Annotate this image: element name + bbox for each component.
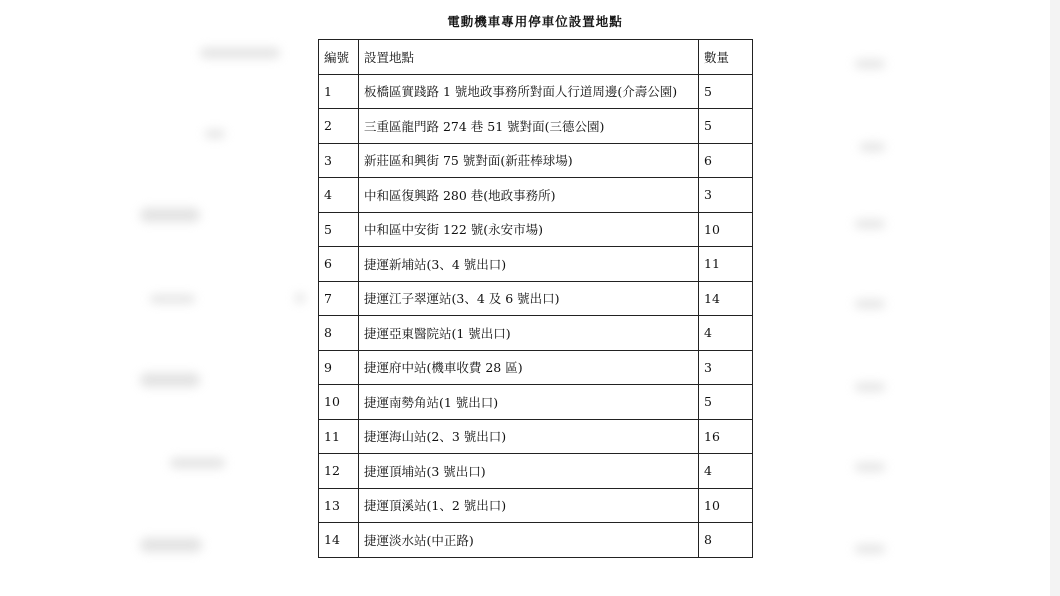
cell-number: 14 [319, 523, 359, 558]
cell-number: 8 [319, 316, 359, 351]
cell-number: 12 [319, 454, 359, 489]
cell-location: 中和區復興路 280 巷(地政事務所) [359, 178, 699, 213]
blurred-background-text [200, 48, 280, 58]
cell-location: 捷運府中站(機車收費 28 區) [359, 350, 699, 385]
blurred-background-text [855, 463, 885, 471]
cell-quantity: 16 [699, 419, 753, 454]
blurred-background-text [855, 60, 885, 68]
cell-location: 捷運淡水站(中正路) [359, 523, 699, 558]
right-edge-strip [1050, 0, 1060, 596]
cell-quantity: 3 [699, 178, 753, 213]
table-row [319, 385, 753, 420]
column-header-quantity: 數量 [699, 40, 753, 75]
cell-quantity: 5 [699, 74, 753, 109]
cell-number: 5 [319, 212, 359, 247]
cell-location: 捷運頂埔站(3 號出口) [359, 454, 699, 489]
cell-number: 1 [319, 74, 359, 109]
cell-location: 捷運南勢角站(1 號出口) [359, 385, 699, 420]
cell-quantity: 6 [699, 143, 753, 178]
table-row [319, 350, 753, 385]
cell-number: 9 [319, 350, 359, 385]
cell-number: 6 [319, 247, 359, 282]
cell-location: 中和區中安街 122 號(永安市場) [359, 212, 699, 247]
cell-number: 7 [319, 281, 359, 316]
table-row [319, 488, 753, 523]
cell-location: 新莊區和興街 75 號對面(新莊棒球場) [359, 143, 699, 178]
cell-quantity: 3 [699, 350, 753, 385]
cell-quantity: 11 [699, 247, 753, 282]
document-title: 電動機車專用停車位設置地點 [447, 14, 623, 29]
table-row [319, 523, 753, 558]
blurred-background-text [205, 130, 225, 138]
blurred-background-text [855, 383, 885, 391]
table-row [319, 74, 753, 109]
blurred-background-text [855, 300, 885, 308]
cell-location: 捷運江子翠運站(3、4 及 6 號出口) [359, 281, 699, 316]
cell-quantity: 5 [699, 385, 753, 420]
blurred-background-text [855, 220, 885, 228]
table-row [319, 143, 753, 178]
table-row [319, 212, 753, 247]
blurred-background-text [140, 538, 202, 552]
blurred-background-text [150, 295, 195, 303]
cell-quantity: 4 [699, 454, 753, 489]
blurred-background-text [170, 458, 225, 468]
cell-location: 板橋區實踐路 1 號地政事務所對面人行道周邊(介壽公園) [359, 74, 699, 109]
blurred-background-text [860, 143, 885, 151]
table-header-row [319, 40, 753, 75]
table-row [319, 419, 753, 454]
table-row [319, 316, 753, 351]
table-row [319, 109, 753, 144]
table-row [319, 454, 753, 489]
cell-location: 捷運海山站(2、3 號出口) [359, 419, 699, 454]
blurred-background-text [140, 208, 200, 222]
cell-quantity: 5 [699, 109, 753, 144]
cell-number: 11 [319, 419, 359, 454]
column-header-location: 設置地點 [359, 40, 699, 75]
blurred-background-text [140, 373, 200, 387]
cell-number: 3 [319, 143, 359, 178]
cell-number: 2 [319, 109, 359, 144]
column-header-number: 編號 [319, 40, 359, 75]
cell-location: 捷運新埔站(3、4 號出口) [359, 247, 699, 282]
cell-quantity: 8 [699, 523, 753, 558]
location-table [318, 39, 753, 558]
cell-location: 捷運頂溪站(1、2 號出口) [359, 488, 699, 523]
cell-quantity: 4 [699, 316, 753, 351]
cell-location: 三重區龍門路 274 巷 51 號對面(三德公園) [359, 109, 699, 144]
table-body [319, 74, 753, 557]
cell-location: 捷運亞東醫院站(1 號出口) [359, 316, 699, 351]
cell-quantity: 10 [699, 212, 753, 247]
cell-quantity: 10 [699, 488, 753, 523]
table-row [319, 178, 753, 213]
cell-number: 4 [319, 178, 359, 213]
blurred-background-text [855, 545, 885, 553]
blurred-background-text [295, 293, 305, 303]
cell-quantity: 14 [699, 281, 753, 316]
table-row [319, 247, 753, 282]
cell-number: 13 [319, 488, 359, 523]
table-row [319, 281, 753, 316]
cell-number: 10 [319, 385, 359, 420]
